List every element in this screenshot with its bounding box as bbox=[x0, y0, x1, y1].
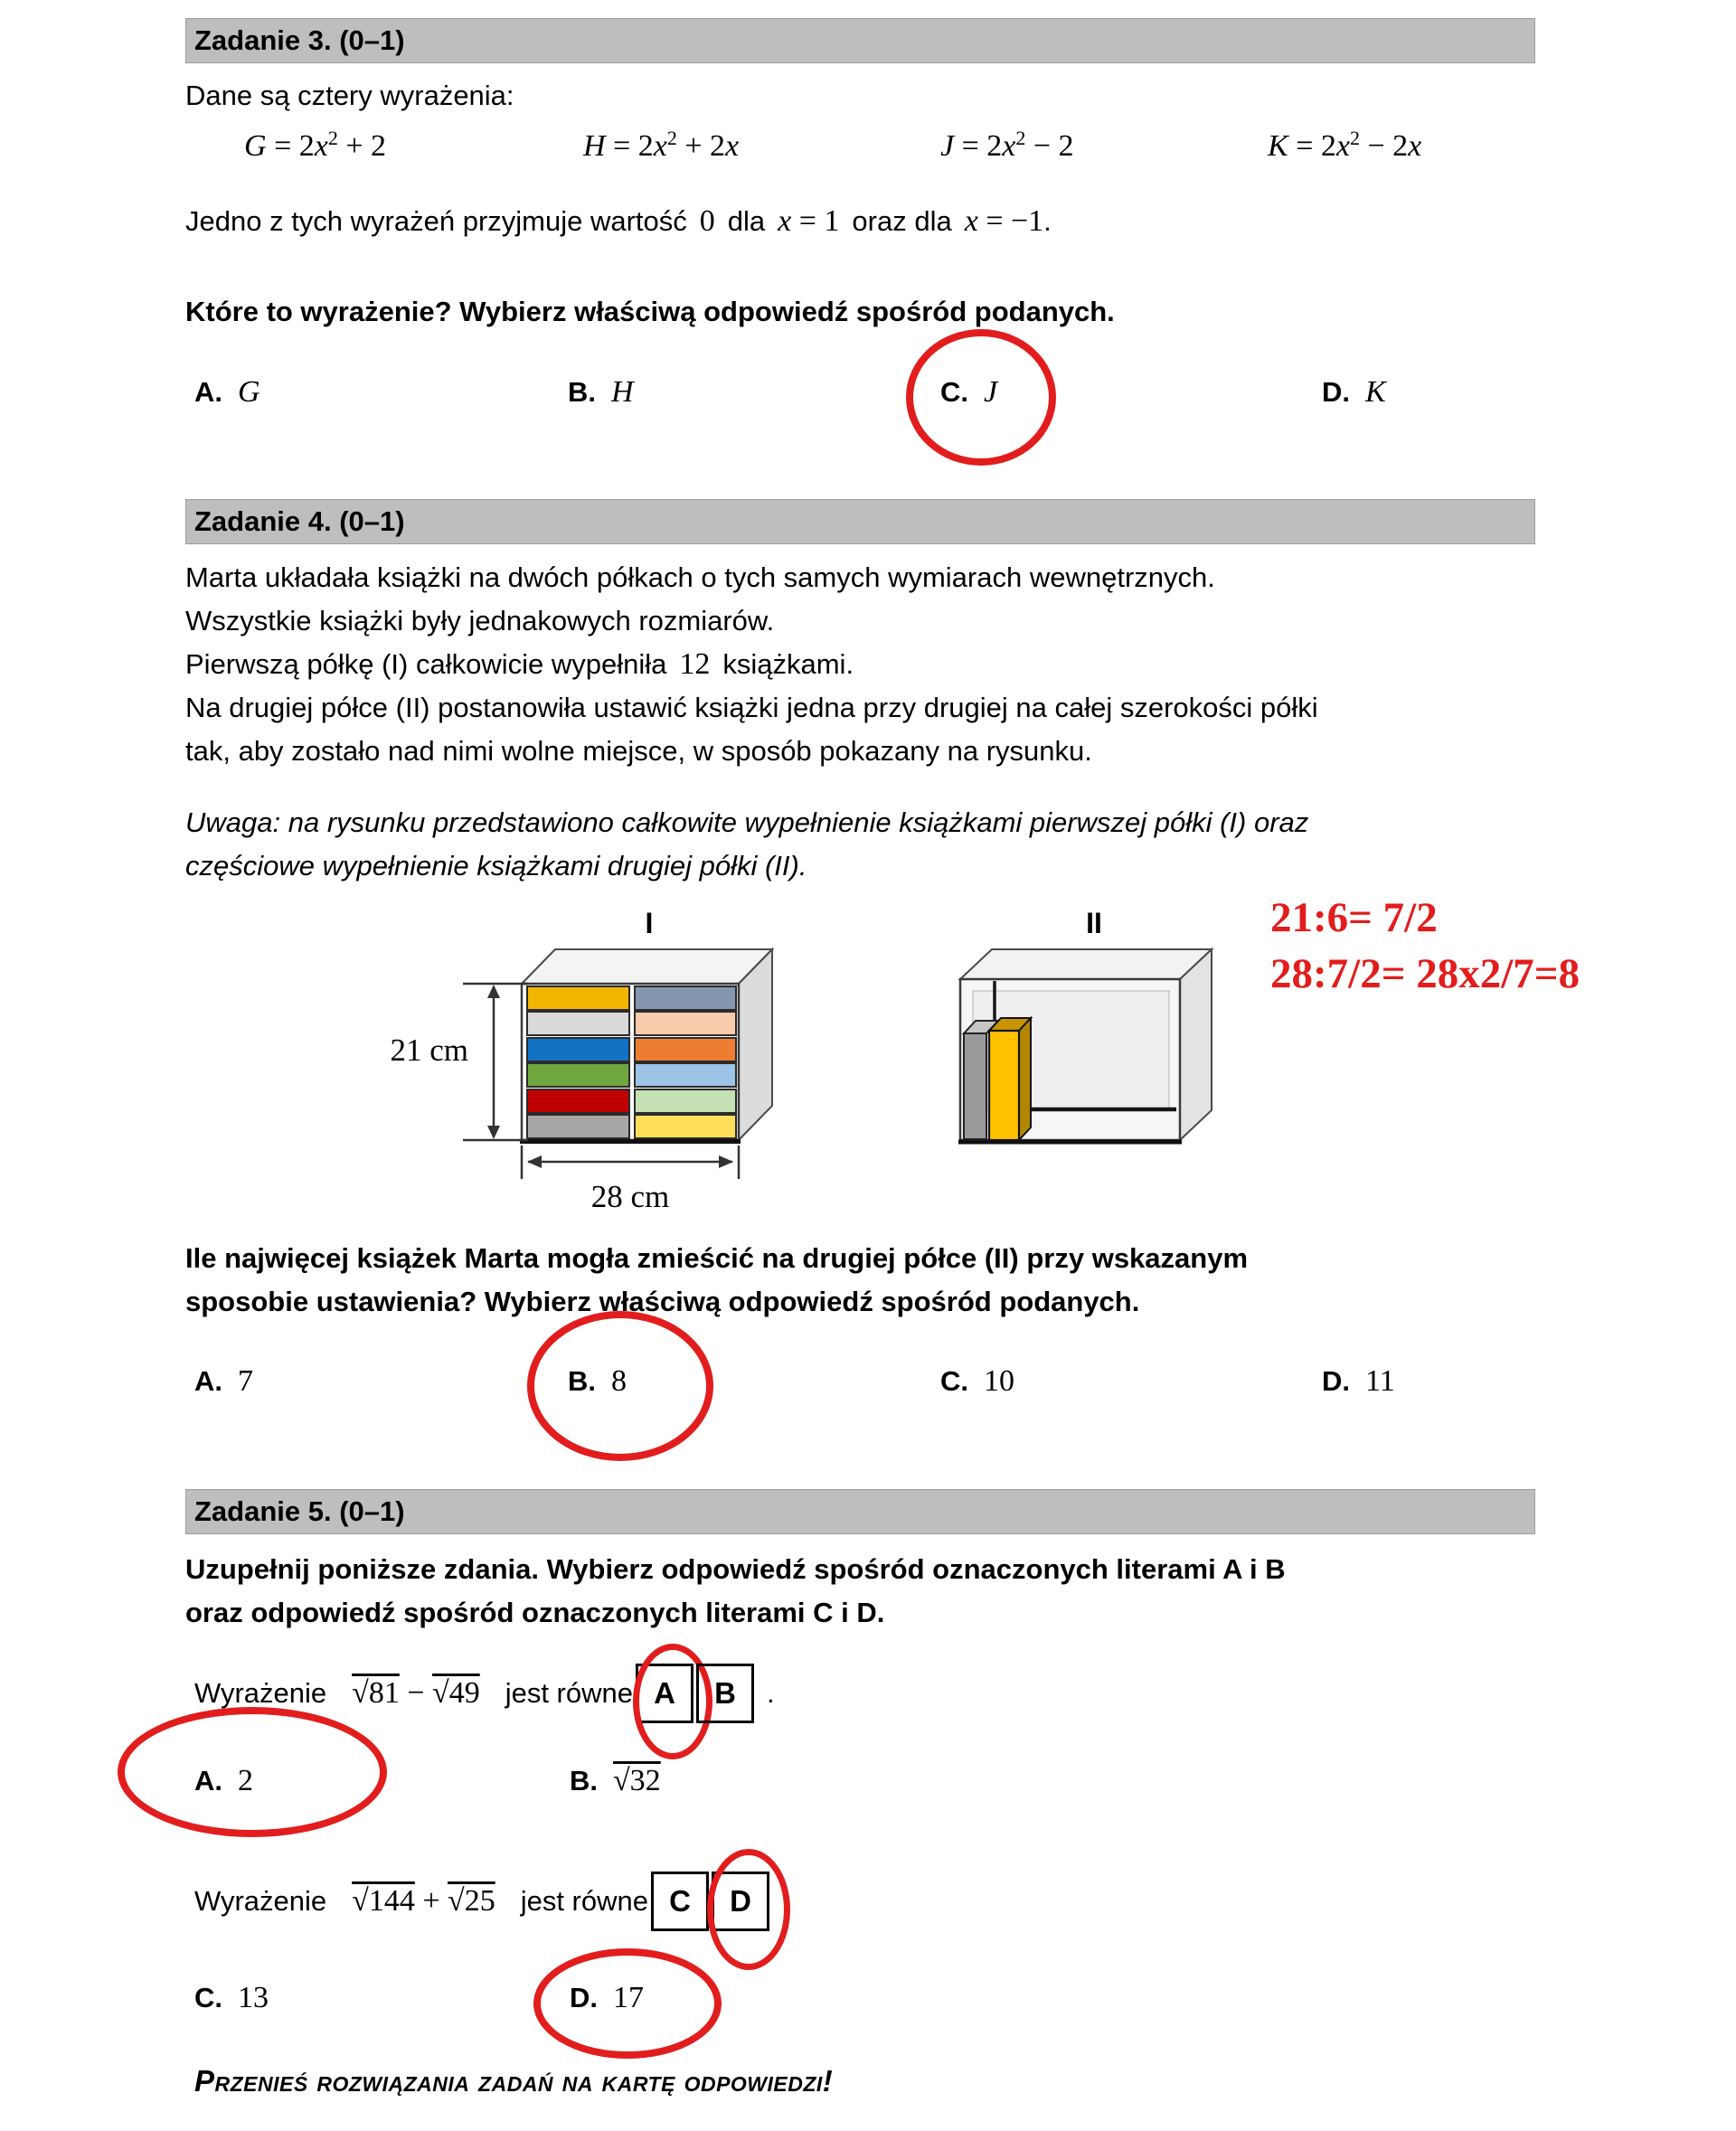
book bbox=[527, 1038, 629, 1061]
answer-value: 2 bbox=[238, 1764, 253, 1797]
task3-condition: Jedno z tych wyrażeń przyjmuje wartość 0 dla x = 1 oraz dla x = −1. bbox=[185, 204, 1052, 238]
task3-intro: Dane są cztery wyrażenia: bbox=[185, 80, 514, 111]
handwritten-calculation bbox=[1270, 890, 1580, 1002]
width-dimension-label: 28 cm bbox=[590, 1179, 670, 1214]
answer-letter: C. bbox=[940, 376, 968, 408]
task3-header-title: Zadanie 3. (0–1) bbox=[194, 24, 405, 56]
task4-para-line1: Marta układała książki na dwóch półkach o tych samych wymiarach wewnętrznych. bbox=[185, 561, 1215, 593]
task5-sentence-1 bbox=[194, 1664, 775, 1723]
shelf-2-top-face bbox=[960, 949, 1212, 979]
option-box-a bbox=[636, 1664, 693, 1723]
answer-value: 7 bbox=[238, 1364, 253, 1398]
task4-para-line3: Pierwszą półkę (I) całkowicie wypełniła 12 książkami. bbox=[185, 647, 854, 681]
expression-g: $G = 2x^2 + 2$ bbox=[244, 126, 387, 163]
option-box-b bbox=[696, 1664, 754, 1723]
task4-answer-a bbox=[194, 1363, 253, 1399]
task5-question bbox=[185, 1548, 1286, 1635]
task5-header-bar bbox=[185, 1489, 1535, 1534]
sentence-period: . bbox=[767, 1677, 775, 1709]
calc-line2: 28:7/2= 28x2/7=8 bbox=[1270, 950, 1580, 997]
task3-question: Które to wyrażenie? Wybierz właściwą odpowiedź spośród podanych. bbox=[185, 296, 1115, 327]
book bbox=[635, 1012, 736, 1035]
task3-answer-b bbox=[568, 374, 634, 410]
calc-line1: 21:6= 7/2 bbox=[1270, 894, 1438, 941]
answer-value: 11 bbox=[1365, 1364, 1395, 1398]
book bbox=[635, 1063, 736, 1087]
expression-h: $H = 2x^2 + 2x$ bbox=[583, 126, 740, 163]
answer-value: J bbox=[984, 375, 998, 409]
shelf-1-label: I bbox=[645, 907, 654, 939]
answer-letter: D. bbox=[1322, 1365, 1350, 1397]
answer-value: 13 bbox=[238, 1981, 269, 2014]
task4-paragraph bbox=[185, 556, 1318, 773]
task4-question-line1: Ile najwięcej książek Marta mogła zmieścić na drugiej półce (II) przy wskazanym bbox=[185, 1242, 1249, 1274]
answer-letter: C. bbox=[194, 1982, 222, 2013]
option-box-d bbox=[712, 1872, 769, 1931]
answer-value: 10 bbox=[984, 1364, 1014, 1398]
book bbox=[635, 1089, 736, 1113]
book bbox=[527, 1063, 629, 1087]
answer-value: K bbox=[1365, 375, 1386, 409]
task4-note-line1: Uwaga: na rysunku przedstawiono całkowite wypełnienie książkami pierwszej półki (I) oraz bbox=[185, 806, 1309, 838]
sentence-2-text: Wyrażenie √144 + √25 jest równe bbox=[194, 1884, 648, 1918]
option-box-c bbox=[651, 1872, 709, 1931]
task3-answer-a bbox=[194, 374, 260, 410]
task4-note-line2: częściowe wypełnienie książkami drugiej półki (II). bbox=[185, 850, 807, 882]
answer-value: √32 bbox=[613, 1764, 661, 1797]
book bbox=[527, 1115, 629, 1138]
task4-para-line4: Na drugiej półce (II) postanowiła ustawić książki jedna przy drugiej na całej szerokości półki bbox=[185, 692, 1318, 723]
book bbox=[635, 1115, 736, 1138]
task4-answer-c bbox=[940, 1363, 1014, 1399]
yellow-book-side bbox=[1019, 1018, 1031, 1140]
answer-letter: A. bbox=[194, 1765, 222, 1796]
task5-question-line2: oraz odpowiedź spośród oznaczonych literami C i D. bbox=[185, 1597, 885, 1628]
shelf-1-top-face bbox=[522, 949, 772, 984]
option-box-letter: B bbox=[714, 1676, 736, 1710]
answer-letter: B. bbox=[570, 1765, 598, 1796]
book bbox=[527, 1089, 629, 1113]
answer-letter: A. bbox=[194, 1365, 222, 1397]
shelf-2-label: II bbox=[1086, 907, 1102, 939]
task4-answer-d bbox=[1322, 1363, 1395, 1399]
gray-book bbox=[964, 1033, 986, 1139]
task4-note bbox=[185, 801, 1308, 888]
book bbox=[527, 986, 629, 1010]
task5-answer-c bbox=[194, 1980, 269, 2015]
sentence-period: . bbox=[782, 1885, 790, 1917]
answer-letter: C. bbox=[940, 1365, 968, 1397]
task4-question bbox=[185, 1237, 1248, 1324]
task3-answer-c bbox=[940, 374, 997, 410]
task4-para-line2: Wszystkie książki były jednakowych rozmiarów. bbox=[185, 605, 775, 636]
task4-header-title: Zadanie 4. (0–1) bbox=[194, 505, 405, 537]
shelf-1-side-face bbox=[739, 949, 772, 1140]
task5-answer-b bbox=[570, 1763, 661, 1798]
option-box-letter: D bbox=[730, 1884, 751, 1918]
task5-question-line1: Uzupełnij poniższe zdania. Wybierz odpowiedź spośród oznaczonych literami A i B bbox=[185, 1553, 1286, 1585]
option-box-letter: C bbox=[669, 1884, 691, 1918]
answer-letter: D. bbox=[570, 1982, 598, 2013]
task4-header-bar bbox=[185, 499, 1535, 544]
yellow-book bbox=[989, 1031, 1019, 1140]
option-box-letter: A bbox=[654, 1676, 675, 1710]
task5-header-title: Zadanie 5. (0–1) bbox=[194, 1495, 405, 1527]
answer-letter: A. bbox=[194, 376, 222, 408]
answer-value: G bbox=[238, 375, 260, 409]
task5-answer-a bbox=[194, 1763, 253, 1798]
answer-letter: D. bbox=[1322, 376, 1350, 408]
answer-letter: B. bbox=[568, 1365, 596, 1397]
red-circle-task3-answer-c bbox=[906, 329, 1056, 466]
shelf-2 bbox=[958, 949, 1212, 1142]
answer-value: H bbox=[611, 375, 634, 409]
task3-header-bar bbox=[185, 18, 1535, 63]
task4-question-line2: sposobie ustawienia? Wybierz właściwą odpowiedź spośród podanych. bbox=[185, 1286, 1140, 1317]
book bbox=[527, 1012, 629, 1035]
book bbox=[635, 1038, 736, 1061]
standing-books bbox=[964, 1018, 1031, 1140]
shelf-2-side-face bbox=[1180, 949, 1212, 1140]
task4-para-line5: tak, aby zostało nad nimi wolne miejsce, w sposób pokazany na rysunku. bbox=[185, 735, 1092, 767]
answer-letter: B. bbox=[568, 376, 596, 408]
expression-k: $K = 2x^2 - 2x$ bbox=[1268, 126, 1422, 163]
task3-answer-d bbox=[1322, 374, 1386, 410]
task4-answer-b bbox=[568, 1363, 627, 1399]
answer-value: 17 bbox=[613, 1981, 644, 2014]
transfer-answers-footer: Przenieś rozwiązania zadań na kartę odpowiedzi! bbox=[194, 2064, 834, 2098]
answer-value: 8 bbox=[611, 1364, 627, 1398]
expression-j: $J = 2x^2 - 2$ bbox=[940, 126, 1074, 163]
sentence-1-text: Wyrażenie √81 − √49 jest równe bbox=[194, 1676, 633, 1710]
height-dimension-label: 21 cm bbox=[390, 1032, 468, 1068]
task5-answer-d bbox=[570, 1980, 644, 2015]
shelf-1 bbox=[520, 949, 772, 1142]
task5-sentence-2 bbox=[194, 1872, 790, 1931]
book bbox=[635, 986, 736, 1010]
